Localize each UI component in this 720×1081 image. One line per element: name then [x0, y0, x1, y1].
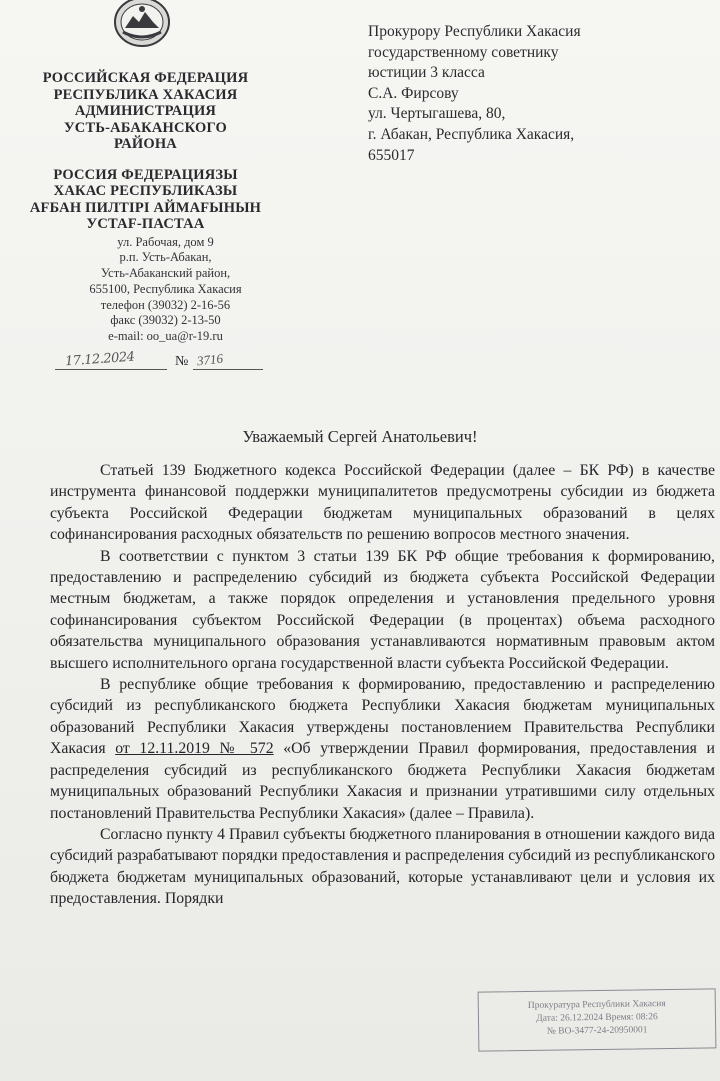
registration-stamp: Прокуратура Республики Хакасия Дата: 26.12.2024 Время: 08:26 № ВО-3477-24-20950001: [478, 988, 717, 1051]
paragraph-2: В соответствии с пунктом 3 статьи 139 БК РФ общие требования к формированию, предоставлению и распределению субсидий из бюджета субъекта Российской Федерации местным бюджетам, а также порядок определения и установления предельного уровня софинансирования субъектом Российской Федерации (в процентах) объема расходного обязательства муниципального образования устанавливаются нормативным правовым актом высшего исполнительного органа государственной власти субъекта Российской Федерации.: [50, 547, 715, 672]
org-name-russian: РОССИЙСКАЯ ФЕДЕРАЦИЯ РЕСПУБЛИКА ХАКАСИЯ АДМИНИСТРАЦИЯ УСТЬ-АБАКАНСКОГО РАЙОНА: [42, 70, 249, 152]
sender-address: ул. Рабочая, дом 9 р.п. Усть-Абакан, Усть-Абаканский район, 655100, Республика Хакасия телефон (39032) 2-16-56 факс (39032) 2-13-50 e-mail: oo_ua@r-19.ru: [89, 234, 242, 344]
outgoing-date-number: [55, 349, 265, 374]
paragraph-1: Статьей 139 Бюджетного кодекса Российской Федерации (далее – БК РФ) в качестве инструмента финансовой поддержки муниципалитетов предусмотрены субсидии из бюджета субъекта Российской Федерации бюджетам муниципальных образований в целях софинансирования расходных обязательств по решению вопросов местного значения.: [50, 462, 715, 544]
number-underline: [193, 369, 263, 370]
paragraph-4: Согласно пункту 4 Правил субъекты бюджетного планирования в отношении каждого вида субсидий разрабатывают порядки предоставления и распределения субсидий из республиканского бюджета бюджетам муниципальных образований, которые устанавливают цели и условия их предоставления. Порядки: [50, 825, 715, 908]
paragraph-3: В республике общие требования к формированию, предоставлению и распределению субсидий из республиканского бюджета Республики Хакасия бюджетам муниципальных образований Республики Хакасия утверждены постановлением Правительства Республики Хакасия от 12.11.2019 № 572 «Об утверждении Правил формирования, предоставления и распределения субсидий из республиканского бюджета Республики Хакасия бюджетам муниципальных образований Республики Хакасия и признании утратившими силу отдельных постановлений Правительства Республики Хакасия» (далее – Правила).: [50, 676, 715, 822]
recipient-block: Прокурору Республики Хакасия государственному советнику юстиции 3 класса С.А. Фирсову ул. Чертыгашева, 80, г. Абакан, Республика Хакасия, 655017: [368, 23, 581, 164]
sender-header: [18, 70, 273, 345]
letter-body: [50, 460, 715, 910]
resolution-reference: от 12.11.2019 № 572: [115, 740, 274, 758]
handwritten-date: 17.12.2024: [64, 349, 135, 370]
coat-of-arms-emblem-icon: [111, 0, 173, 52]
handwritten-number: 3716: [196, 350, 224, 369]
number-sign: №: [175, 354, 189, 369]
date-underline: [55, 369, 167, 370]
salutation: Уважаемый Сергей Анатольевич!: [242, 427, 478, 446]
org-name-khakas: РОССИЯ ФЕДЕРАЦИЯЗЫ ХАКАС РЕСПУБЛИКАЗЫ АFБАН ПИЛТIРI АЙМАFЫНЫН УСТАF-ПАСТАА: [29, 166, 262, 232]
